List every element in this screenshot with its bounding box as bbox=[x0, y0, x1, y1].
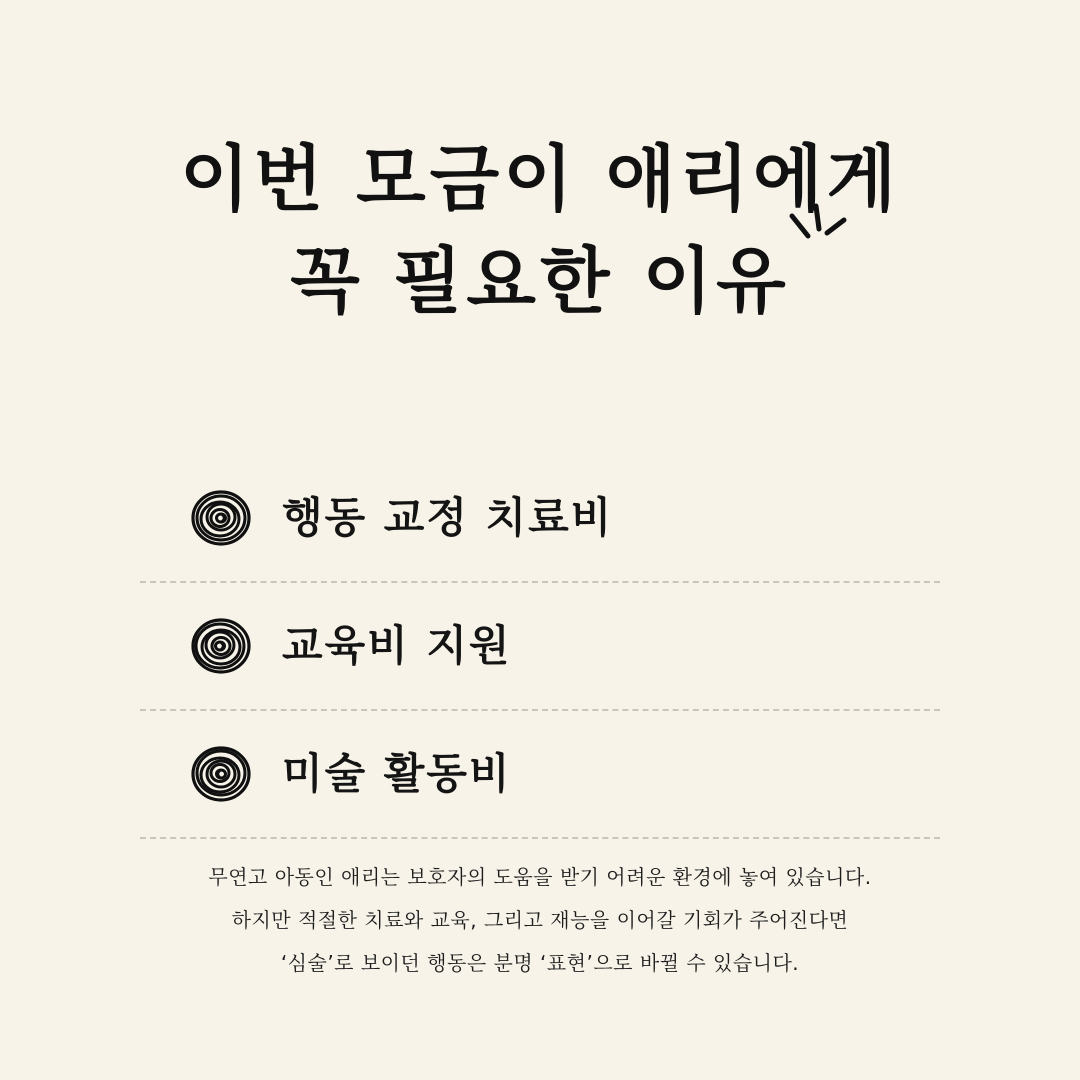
title-line-2: 꼭 필요한 이유 bbox=[290, 239, 790, 324]
footer-line-1: 무연고 아동인 애리는 보호자의 도움을 받기 어려운 환경에 놓여 있습니다. bbox=[208, 865, 872, 889]
list-item bbox=[140, 455, 940, 581]
list-item-label: 교육비 지원 bbox=[282, 621, 512, 670]
list-item-label: 미술 활동비 bbox=[282, 749, 512, 798]
benefit-list bbox=[140, 455, 940, 839]
title-line-2-wrap bbox=[290, 230, 789, 332]
scribble-circle-icon bbox=[190, 615, 252, 677]
list-item-label: 행동 교정 치료비 bbox=[282, 493, 614, 542]
title-line-1: 이번 모금이 애리에게 bbox=[179, 137, 901, 221]
footer-line-2: 하지만 적절한 치료와 교육, 그리고 재능을 이어갈 기회가 주어진다면 bbox=[231, 908, 849, 932]
footer-description bbox=[0, 862, 1080, 991]
list-divider bbox=[140, 837, 940, 839]
scribble-circle-icon bbox=[190, 743, 252, 805]
scribble-circle-icon bbox=[190, 487, 252, 549]
list-item bbox=[140, 583, 940, 709]
footer-line-3: ‘심술’로 보이던 행동은 분명 ‘표현’으로 바뀔 수 있습니다. bbox=[280, 951, 800, 975]
page-title bbox=[0, 128, 1080, 332]
list-item bbox=[140, 711, 940, 837]
